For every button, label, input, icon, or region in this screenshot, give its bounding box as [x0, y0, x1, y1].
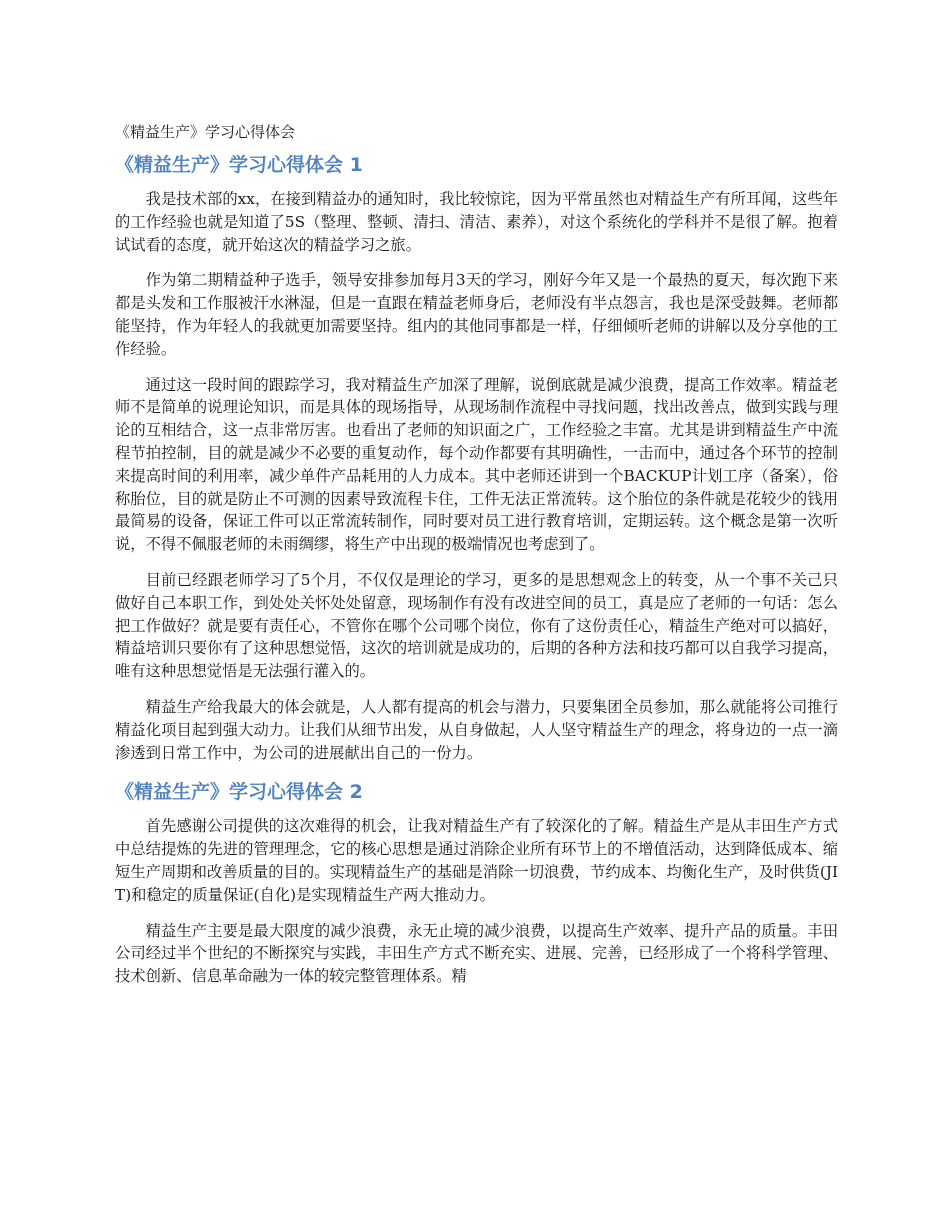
- paragraph: 精益生产给我最大的体会就是，人人都有提高的机会与潜力，只要集团全员参加，那么就能将公司推行精益化项目起到强大动力。让我们从细节出发，从自身做起，人人坚守精益生产的理念，将身边的一点一滴渗透到日常工作中，为公司的进展献出自己的一份力。: [115, 697, 838, 762]
- section-2: [115, 779, 838, 988]
- document-page: [115, 120, 838, 1001]
- paragraph: 精益生产主要是最大限度的减少浪费，永无止境的减少浪费，以提高生产效率、提升产品的质量。丰田公司经过半个世纪的不断探究与实践，丰田生产方式不断充实、进展、完善，已经形成了一个将科学管理、技术创新、信息革命融为一体的较完整管理体系。精: [115, 921, 838, 986]
- section-heading: 《精益生产》学习心得体会 1: [115, 154, 363, 176]
- paragraph: 目前已经跟老师学习了5个月，不仅仅是理论的学习，更多的是思想观念上的转变，从一个事不关己只做好自己本职工作，到处处关怀处处留意，现场制作有没有改进空间的员工，真是应了老师的一句话：怎么把工作做好？就是要有责任心，不管你在哪个公司哪个岗位，你有了这份责任心，精益生产绝对可以搞好，精益培训只要你有了这种思想觉悟，这次的培训就是成功的，后期的各种方法和技巧都可以自我学习提高，唯有这种思想觉悟是无法强行灌入的。: [115, 570, 838, 681]
- paragraph: 作为第二期精益种子选手，领导安排参加每月3天的学习，刚好今年又是一个最热的夏天，每次跑下来都是头发和工作服被汗水淋湿，但是一直跟在精益老师身后，老师没有半点怨言，我也是深受鼓舞。老师都能坚持，作为年轻人的我就更加需要坚持。组内的其他同事都是一样，仔细倾听老师的讲解以及分享他的工作经验。: [115, 271, 838, 358]
- section-1: [115, 152, 838, 764]
- document-title: 《精益生产》学习心得体会: [115, 123, 296, 141]
- paragraph: 我是技术部的xx，在接到精益办的通知时，我比较惊诧，因为平常虽然也对精益生产有所耳闻，这些年的工作经验也就是知道了5S（整理、整顿、清扫、清洁、素养），对这个系统化的学科并不是很了解。抱着试试看的态度，就开始这次的精益学习之旅。: [115, 190, 838, 254]
- paragraph: 通过这一段时间的跟踪学习，我对精益生产加深了理解，说倒底就是减少浪费，提高工作效率。精益老师不是简单的说理论知识，而是具体的现场指导，从现场制作流程中寻找问题，找出改善点，做到实践与理论的互相结合，这一点非常厉害。也看出了老师的知识面之广，工作经验之丰富。尤其是讲到精益生产中流程节拍控制，目的就是减少不必要的重复动作，每个动作都要有其明确性，一击而中，通过各个环节的控制来提高时间的利用率，减少单件产品耗用的人力成本。其中老师还讲到一个BACKUP计划工序（备案），俗称胎位，目的就是防止不可测的因素导致流程卡住，工件无法正常流转。这个胎位的条件就是花较少的钱用最简易的设备，保证工件可以正常流转制作，同时要对员工进行教育培训，定期运转。这个概念是第一次听说，不得不佩服老师的未雨绸缪，将生产中出现的极端情况也考虑到了。: [115, 375, 838, 554]
- section-heading: 《精益生产》学习心得体会 2: [115, 781, 363, 804]
- paragraph: 首先感谢公司提供的这次难得的机会，让我对精益生产有了较深化的了解。精益生产是从丰田生产方式中总结提炼的先进的管理理念，它的核心思想是通过消除企业所有环节上的不增值活动，达到降低成本、缩短生产周期和改善质量的目的。实现精益生产的基础是消除一切浪费，节约成本、均衡化生产，及时供货(JIT)和稳定的质量保证(自化)是实现精益生产两大推动力。: [115, 817, 838, 904]
